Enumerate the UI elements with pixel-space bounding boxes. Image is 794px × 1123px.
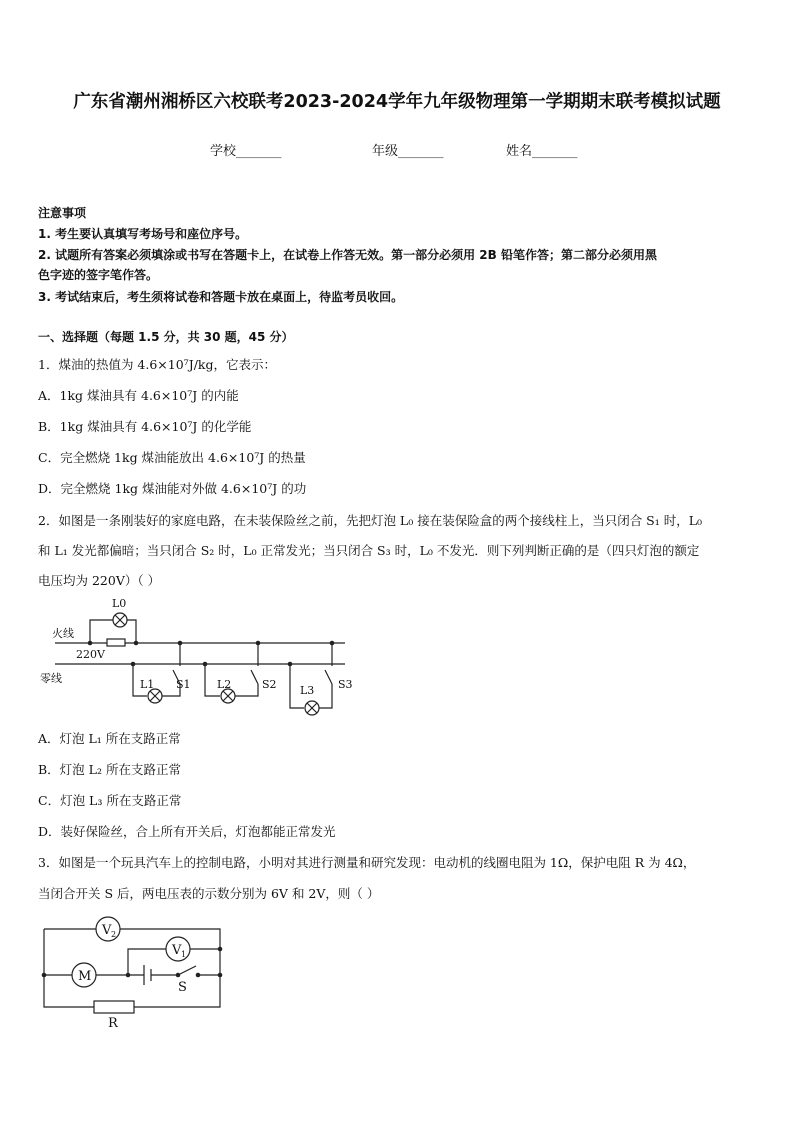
note-3: 3. 考试结束后，考生须将试卷和答题卡放在桌面上，待监考员收回。: [38, 290, 404, 304]
note-1: 1. 考生要认真填写考场号和座位序号。: [38, 227, 248, 241]
q2-stem-line2: 和 L₁ 发光都偏暗；当只闭合 S₂ 时，L₀ 正常发光；当只闭合 S₃ 时，L₀ 不发光．则下列判断正确的是（四只灯泡的额定: [38, 543, 700, 558]
notes-heading: 注意事项: [38, 206, 87, 220]
note-2: 2. 试题所有答案必须填涂或书写在答题卡上，在试卷上作答无效。第一部分必须用 2B 铅笔作答；第二部分必须用黑: [38, 248, 657, 262]
l0-label: L0: [112, 597, 127, 610]
q1-option-b: B．1kg 煤油具有 4.6×10⁷J 的化学能: [38, 419, 252, 434]
v2-subscript: 2: [111, 930, 117, 939]
q1-option-c: C．完全燃烧 1kg 煤油能放出 4.6×10⁷J 的热量: [38, 450, 306, 465]
l3-label: L3: [300, 684, 315, 697]
s3-label: S3: [338, 678, 353, 691]
l2-label: L2: [217, 678, 232, 691]
motor-symbol: M: [78, 969, 92, 984]
school-field: 学校_______: [210, 144, 282, 159]
q3-stem-line1: 3．如图是一个玩具汽车上的控制电路，小明对其进行测量和研究发现：电动机的线圈电阻为 1Ω，保护电阻 R 为 4Ω，: [38, 855, 696, 870]
q2-stem-line3: 电压均为 220V）（ ）: [38, 573, 161, 588]
grade-field: 年级_______: [372, 144, 444, 159]
name-field: 姓名_______: [506, 144, 578, 159]
q1-stem: 1．煤油的热值为 4.6×10⁷J/kg，它表示：: [38, 357, 276, 372]
q2-option-a: A．灯泡 L₁ 所在支路正常: [38, 731, 181, 746]
exam-title: 广东省潮州湘桥区六校联考2023-2024学年九年级物理第一学期期末联考模拟试题: [73, 92, 721, 112]
section-heading: 一、选择题（每题 1.5 分，共 30 题，45 分）: [38, 330, 294, 344]
q3-stem-line2: 当闭合开关 S 后，两电压表的示数分别为 6V 和 2V，则（ ）: [38, 886, 380, 901]
q3-circuit-figure: [38, 915, 238, 1030]
q1-option-d: D．完全燃烧 1kg 煤油能对外做 4.6×10⁷J 的功: [38, 481, 307, 496]
q1-option-a: A．1kg 煤油具有 4.6×10⁷J 的内能: [38, 388, 239, 403]
resistor-label: R: [108, 1016, 118, 1030]
v2-symbol: V: [102, 923, 112, 938]
q2-circuit-figure: [40, 596, 360, 721]
note-2-cont: 色字迹的签字笔作答。: [38, 268, 159, 282]
s1-label: S1: [176, 678, 191, 691]
s2-label: S2: [262, 678, 277, 691]
v1-subscript: 1: [181, 950, 187, 959]
switch-label: S: [178, 980, 187, 995]
v1-symbol: V: [172, 943, 182, 958]
q2-option-b: B．灯泡 L₂ 所在支路正常: [38, 762, 181, 777]
l1-label: L1: [140, 678, 155, 691]
voltage-label: 220V: [76, 648, 105, 661]
q2-option-c: C．灯泡 L₃ 所在支路正常: [38, 793, 182, 808]
neutral-wire-label: 零线: [40, 672, 62, 685]
live-wire-label: 火线: [52, 627, 74, 640]
q2-option-d: D．装好保险丝，合上所有开关后，灯泡都能正常发光: [38, 824, 336, 839]
q2-stem-line1: 2．如图是一条刚装好的家庭电路，在未装保险丝之前，先把灯泡 L₀ 接在装保险盒的两个接线柱上，当只闭合 S₁ 时，L₀: [38, 513, 703, 528]
